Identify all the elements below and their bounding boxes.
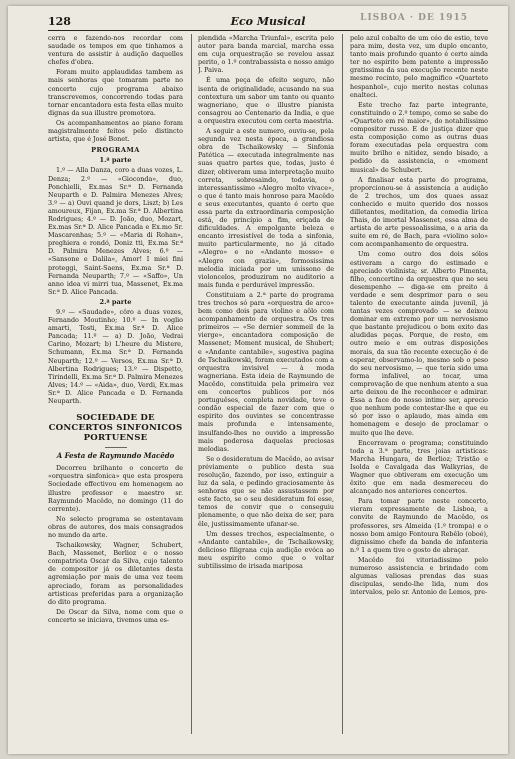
- article-title: A Festa de Raymundo Macêdo: [56, 451, 175, 461]
- paragraph: Se o desideratum de Macêdo, ao avisar préviamente o publico desta sua resolução, fazendo, por isso, extinguir a luz da sala, e pedindo graciosamente às senhoras que se não assustassem por este facto, se o seu desideratum foi esse, temos de convir que o conseguiu plenamente, o que não deixa de ser, para êle, justissimamente ufanar-se.: [198, 454, 334, 528]
- divider: [105, 447, 127, 448]
- column-1: [48, 34, 183, 744]
- paragraph: Um desses trechos, especialmente, o «Andante cantabile», de Tschaikowsky, delicioso filigrana cuja audição evóca ao meu espirito como que o voltar subtilissimo de irisada mariposa: [198, 529, 334, 570]
- column-divider: [342, 34, 343, 734]
- section-title: SOCIEDADE DE CONCERTOS SINFONICOS PORTUENSE: [48, 413, 183, 444]
- paragraph: A finalisar esta parte do programa, proporcionou-se á assistencia a audição de 2 trechos, um dos quaes assaz conhecido e muito querido dos nossos dilletantes, meditation, da comedia lirica Thais, do imortal Massenet, essa alma de artista de arte pessoalissima, e a aria da suite em ré, de Bach, para «violino solo» com acompanhamento de orquestra.: [350, 175, 488, 249]
- paragraph: pelo azul cobalto de um céo de estio, teve para mim, desta vez, um duplo encanto, tanto mais profundo quanto é certo ainda ter no espirito bem patente a impressão gratissima da sua execução recente neste mesmo recinto, pelo magnifico «Quarteto hespanhol», cujo merito nestas colunas enalteci.: [350, 34, 488, 99]
- paragraph: Encerravam o programa; constituindo toda a 3.ª parte, tres joias artisticas: Marcha Hungara, de Berlioz; Tristão e Isolda e Cavalgada das Walkyrias, de Wagner que obtiveram em execução um êxito que em nada desmereceu do alcançado nos anteriores concertos.: [350, 438, 488, 496]
- part-heading: 1.ª parte: [99, 156, 132, 165]
- page-header: [48, 14, 488, 31]
- paragraph: Macêdo foi vitoriadissimo pelo numeroso assistencia e brindado com algumas valiosas prendas das suas discipulas, sendo-lhe lida, num dos intervalos, pelo sr. Antonio de Lemos, pre-: [350, 555, 488, 597]
- paragraph: Decorreu brilhante o concerto de «orquestra sinfonica» que esta prospera Sociedade effectivou em homenagem ao illustre professor e maestro sr. Raymundo Macêdo, no domingo (11 do corrente).: [48, 464, 183, 513]
- column-2: [198, 34, 334, 744]
- archive-stamp: LISBOA · DE 1915: [360, 13, 468, 23]
- column-3: [350, 34, 488, 744]
- paragraph: Foram muito applaudidas tambem as mais senhoras que tomaram parte no concerto cujo programa abaixo transcrevemos, concorrendo todas para tornar encantadora esta festa ellas muito dignas da sua illustre promotora.: [48, 68, 183, 117]
- paragraph: Para tomar parte neste concerto, vieram expressamente de Lisboa, a convite de Raymundo de Macêdo, os professores, srs Almeida (1.º trompa) e o nosso bom amigo Fontoura Rebêlo (oboé), dignissimo chefe da banda de infanteria n.º 1 a quem tive o gosto de abraçar.: [350, 497, 488, 554]
- paragraph: Constituiam a 2.ª parte do programa tres trechos só para «orquestra de arco» bem como dois para violino e aôlo com acompanhamento de orquestra. Os tres primeiros — «Se dernier sommeil de la vierge», encantadora composição de Massenet; Moment musical, de Shubert; e «Andante cantabile», sugestiva pagina de Tschaikowski, foram executados com a orquestra invisivel — à moda wagneriana. Esta ideia de Raymundo de Macêdo, constituida pela primeira vez em concertos publicos por nós portuguêses, completa novidade, teve o condão especial de fazer com que o espirito dos ouvintes se concentrasse mais profunda e intensamente, insulfando-lhes no ouvido a impressão mais poderosa daquelas preciosas melodias.: [198, 290, 334, 453]
- paragraph: plendida «Marcha Triunfal», escrita pelo autor para banda marcial, marcha essa em cuja orquestração se revelou assaz perito, o 1.º contrabassista e nosso amigo J. Paiva.: [198, 34, 334, 75]
- paragraph: De Oscar da Silva, nome com que o concerto se iniciava, tivemos uma es-: [48, 607, 183, 624]
- text-columns: [48, 34, 488, 746]
- newspaper-page: [8, 6, 508, 754]
- publication-title: Eco Musical: [230, 15, 306, 28]
- page-number: 128: [48, 15, 71, 28]
- program-list: 1.º — Alla Danza, coro a duas vozes, L. Denza; 2.º — «Gioconda», duo, Ponchielli, Ex.mas Sr.ª D. Fernanda Neuparth e D. Palmira Menezes Alves; 3.º — a) Ouvi quand je dors, Liszt; b) Les amoureux, Fijan, Ex.ma Sr.ª D. Albertina Rodrigues; 4.º — D. João, duo, Mozart, Ex.mas Sr.ª D. Alice Pancada e Ex.mo Sr. Mascarenhas; 5.º — «Maria di Rohan», preghiera e rondó, Doniz tti, Ex.ma Sr.ª D. Palmira Menezes Alves; 6.º — «Sansone e Dalila», Amor! I miei fini proteggi, Saint-Saens, Ex.ma Sr.ª D. Fernanda Neuparth; 7.º — «Saffo», Un anno idea vi mirri tua, Massenet, Ex.ma Sr.ª D. Alice Pancada.: [48, 166, 183, 296]
- paragraph: Os acompanhamentos ao piano foram magistralmente feitos pelo distincto artista, que é José Bonet.: [48, 118, 183, 144]
- paragraph: Este trecho faz parte integrante, constituindo o 2.º tempo, como se sabe do «Quarteto em ré maior», do notabilissimo compositor russo. E de justiça dizer que esta composição como as outras duas foram executadas pela orquestra com muito brilho e nitidez, sendo bisado, a pedido da assistencia, o «moment musical» de Schubert.: [350, 100, 488, 174]
- paragraph: Um como outro dos dois sólos estiveram a cargo do estimado e apreciado violinista; sr. Alberto Pimenta, filho, concertino da orquestra que no seu desempenho — diga-se em preito á verdade e sem desprimor para o seu talento de executante ainda juvenil, já tantas vezes comprovado — se deixou dominar em extremo por um nervosismo que bastante prejudicou o bom exito das aludidas peças. Porque, de resto, em outro meio e em outras disposições morais, da sua tão recente execução é de esperar, observamo-lo, mesmo sob o peso do seu nervosismo, — que teria sido uma forma infalivel, ao tocar, uma comprovação de que nenhum atento a sua arte deixou de lhe reconhecer e admirar. Essa a face do nosso intimo ser, aprecio que nenhum pode contestar-lhe e que eu só por isso o aplaudo, mas ainda em homenagem e desejo de proclamar o muito que lhe deve.: [350, 250, 488, 437]
- program-list: 9.º — «Saudade», côro a duas vozes, Fernando Moutinho; 10.º — In voglio amarti, Tosti, Ex.ma Sr.ª D. Alice Pancada; 11.º — a) D. João, Vedrai Carino, Mozart; b) L'heure du Mistere, Schumann, Ex.ma Sr.ª D. Fernanda Neuparth; 12.º — Versos, Ex.ma Sr.ª D. Albertina Rodrigues; 13.º — Dispetto, Tirindelli, Ex.ma Sr.ª D. Palmira Menezes Alves; 14.º — «Aida», duo, Verdi, Ex.mas Sr.ª D. Alice Pancada e D. Fernanda Neuparth.: [48, 308, 183, 406]
- paragraph: Tschaikowsky, Wagner, Schubert, Bach, Massenet, Berlioz e o nosso compatriota Oscar da Silva, cujo talento de compositor já os diletantes desta agremiação por mais de uma vez teem apreciado, foram as personalidades artisticas preferidas para a organização do dito programa.: [48, 541, 183, 606]
- program-heading: PROGRAMA: [91, 146, 140, 155]
- paragraph: cerra e fazendo-nos recordar com saudade os tempos em que tinhamos a ventura de assistir á audição daquelles chefes d'obra.: [48, 34, 183, 67]
- paragraph: É uma peça de efeito seguro, não isenta de originalidade, acusando na sua contextura um sabor um tanto ou quanto wagneriano, que o illustre pianista consagrou ao Centenario da India, e que a orquestra executou com certa maestria.: [198, 76, 334, 125]
- part-heading: 2.ª parte: [99, 297, 132, 306]
- column-divider: [191, 34, 192, 734]
- paragraph: A seguir a este numero, ouviu-se, pela segunda vez nesta época, a grandiosa obra de Tschaikowsky — Sinfonia Patética — executada integralmente nas suas quatro partes que, todas, justo é dizer, obtiveram uma interpretação muito correta, sobresaindo, todavia, o interessantissimo «Alegro molto vivace», o que é tanto mais honroso para Macêdo e seus executantes, quanto é certo que essa parte da extraordinaria composição está, de princípio a fim, eriçada de dificuldades. A empolgante beleza e encanto irresistível de toda a sinfonia, muito particularmente, no já citado «Alegro» e no «Andante mosso» e «Alegro con grazia», formosissima melodia iniciada por um uníssono de violoncelos, produziram no auditorio a mais funda e perdurável impressão.: [198, 127, 334, 289]
- paragraph: No selecto programa se ostentavam obras de autores, dos mais consagrados no mundo da arte.: [48, 514, 183, 539]
